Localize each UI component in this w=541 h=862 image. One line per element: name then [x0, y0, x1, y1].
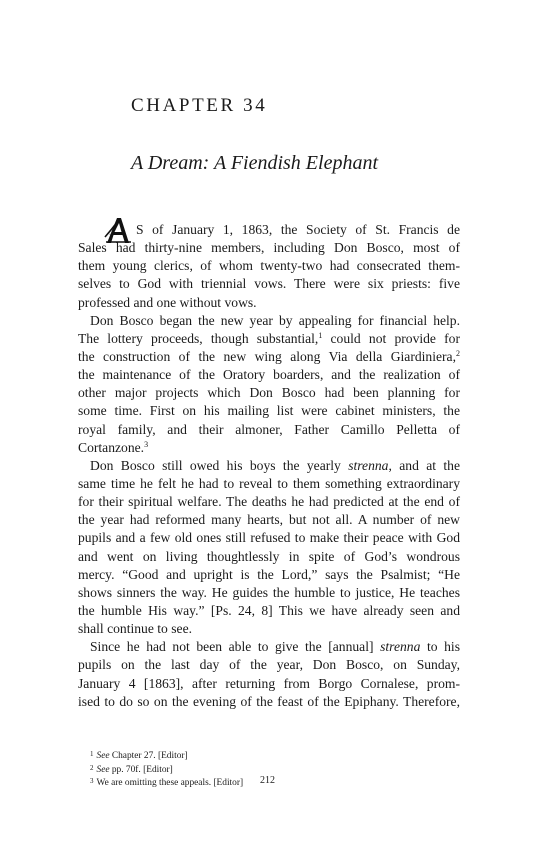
text-line: for their spiritual welfare. The deaths he had predicted at the end of [78, 494, 460, 510]
text-line: professed and one without vows. [78, 294, 257, 310]
footnote: $^3$ We are omitting these appeals. [Editor] [90, 777, 244, 788]
footnote: $^1$ See Chapter 27. [Editor] [90, 750, 188, 761]
text-line: Since he had not been able to give the [annual] strenna to his [90, 639, 460, 655]
text-line: pupils on the last day of the year, Don Bosco, on Sunday, [78, 657, 460, 673]
text-line: pupils and a few old ones still refused to make their peace with God [78, 530, 460, 546]
text-line: ised to do so on the evening of the feast of the Epiphany. Therefore, [78, 693, 460, 709]
text-line: the construction of the new wing along Via della Giardiniera,$^2$ [78, 348, 460, 364]
chapter-title: A Dream: A Fiendish Elephant [131, 152, 379, 174]
text-line: the maintenance of the Oratory boarders, and the realization of [78, 367, 460, 383]
text-line: royal family, and their almoner, Father Camillo Pelletta of [78, 421, 460, 437]
page-number: 212 [260, 775, 275, 786]
text-line: Cortanzone.$^3$ [78, 439, 149, 455]
text-line: the humble His way.” [Ps. 24, 8] This we have already seen and [78, 602, 460, 618]
body-text [78, 221, 460, 711]
text-line: shall continue to see. [78, 621, 193, 637]
text-line: mercy. “Good and upright is the Lord,” says the Psalmist; “He [78, 566, 460, 582]
text-line: the year had reformed many hearts, but not all. A number of new [78, 512, 460, 528]
text-line: shows sinners the way. He guides the humble to justice, He teaches [78, 584, 460, 600]
text-line: them young clerics, of whom twenty-two had consecrated them- [78, 258, 460, 274]
dropcap-letter: A [109, 234, 111, 236]
text-line: Sales had thirty-nine members, including Don Bosco, most of [78, 240, 460, 256]
footnote-ref: 1 [318, 330, 323, 340]
footnote: $^2$ See pp. 70f. [Editor] [90, 763, 173, 775]
text-line: January 4 [1863], after returning from Borgo Cornalese, prom- [78, 675, 460, 691]
footnote-ref: 3 [144, 439, 149, 449]
text-line: S of January 1, 1863, the Society of St. Francis de [136, 222, 460, 237]
text-line: selves to God with triennial vows. There were six priests: five [78, 276, 460, 292]
chapter-label: CHAPTER 34 [131, 95, 268, 116]
text-line: Don Bosco began the new year by appealing for financial help. [90, 312, 460, 328]
text-line: The lottery proceeds, though substantial,$^1$ could not provide for [78, 330, 460, 346]
dropcap-ornament-icon [104, 215, 134, 245]
text-line: and went on living thoughtlessly in spite of God’s wondrous [78, 548, 460, 564]
footnote-ref: 2 [456, 348, 460, 358]
text-line: same time he felt he had to reveal to them something extraordinary [78, 475, 460, 491]
text-line: other major projects which Don Bosco had been planning for [78, 385, 460, 401]
footnotes [90, 749, 243, 790]
text-line: Don Bosco still owed his boys the yearly strenna, and at the [90, 457, 460, 473]
text-line: some time. First on his mailing list were cabinet ministers, the [78, 403, 460, 419]
